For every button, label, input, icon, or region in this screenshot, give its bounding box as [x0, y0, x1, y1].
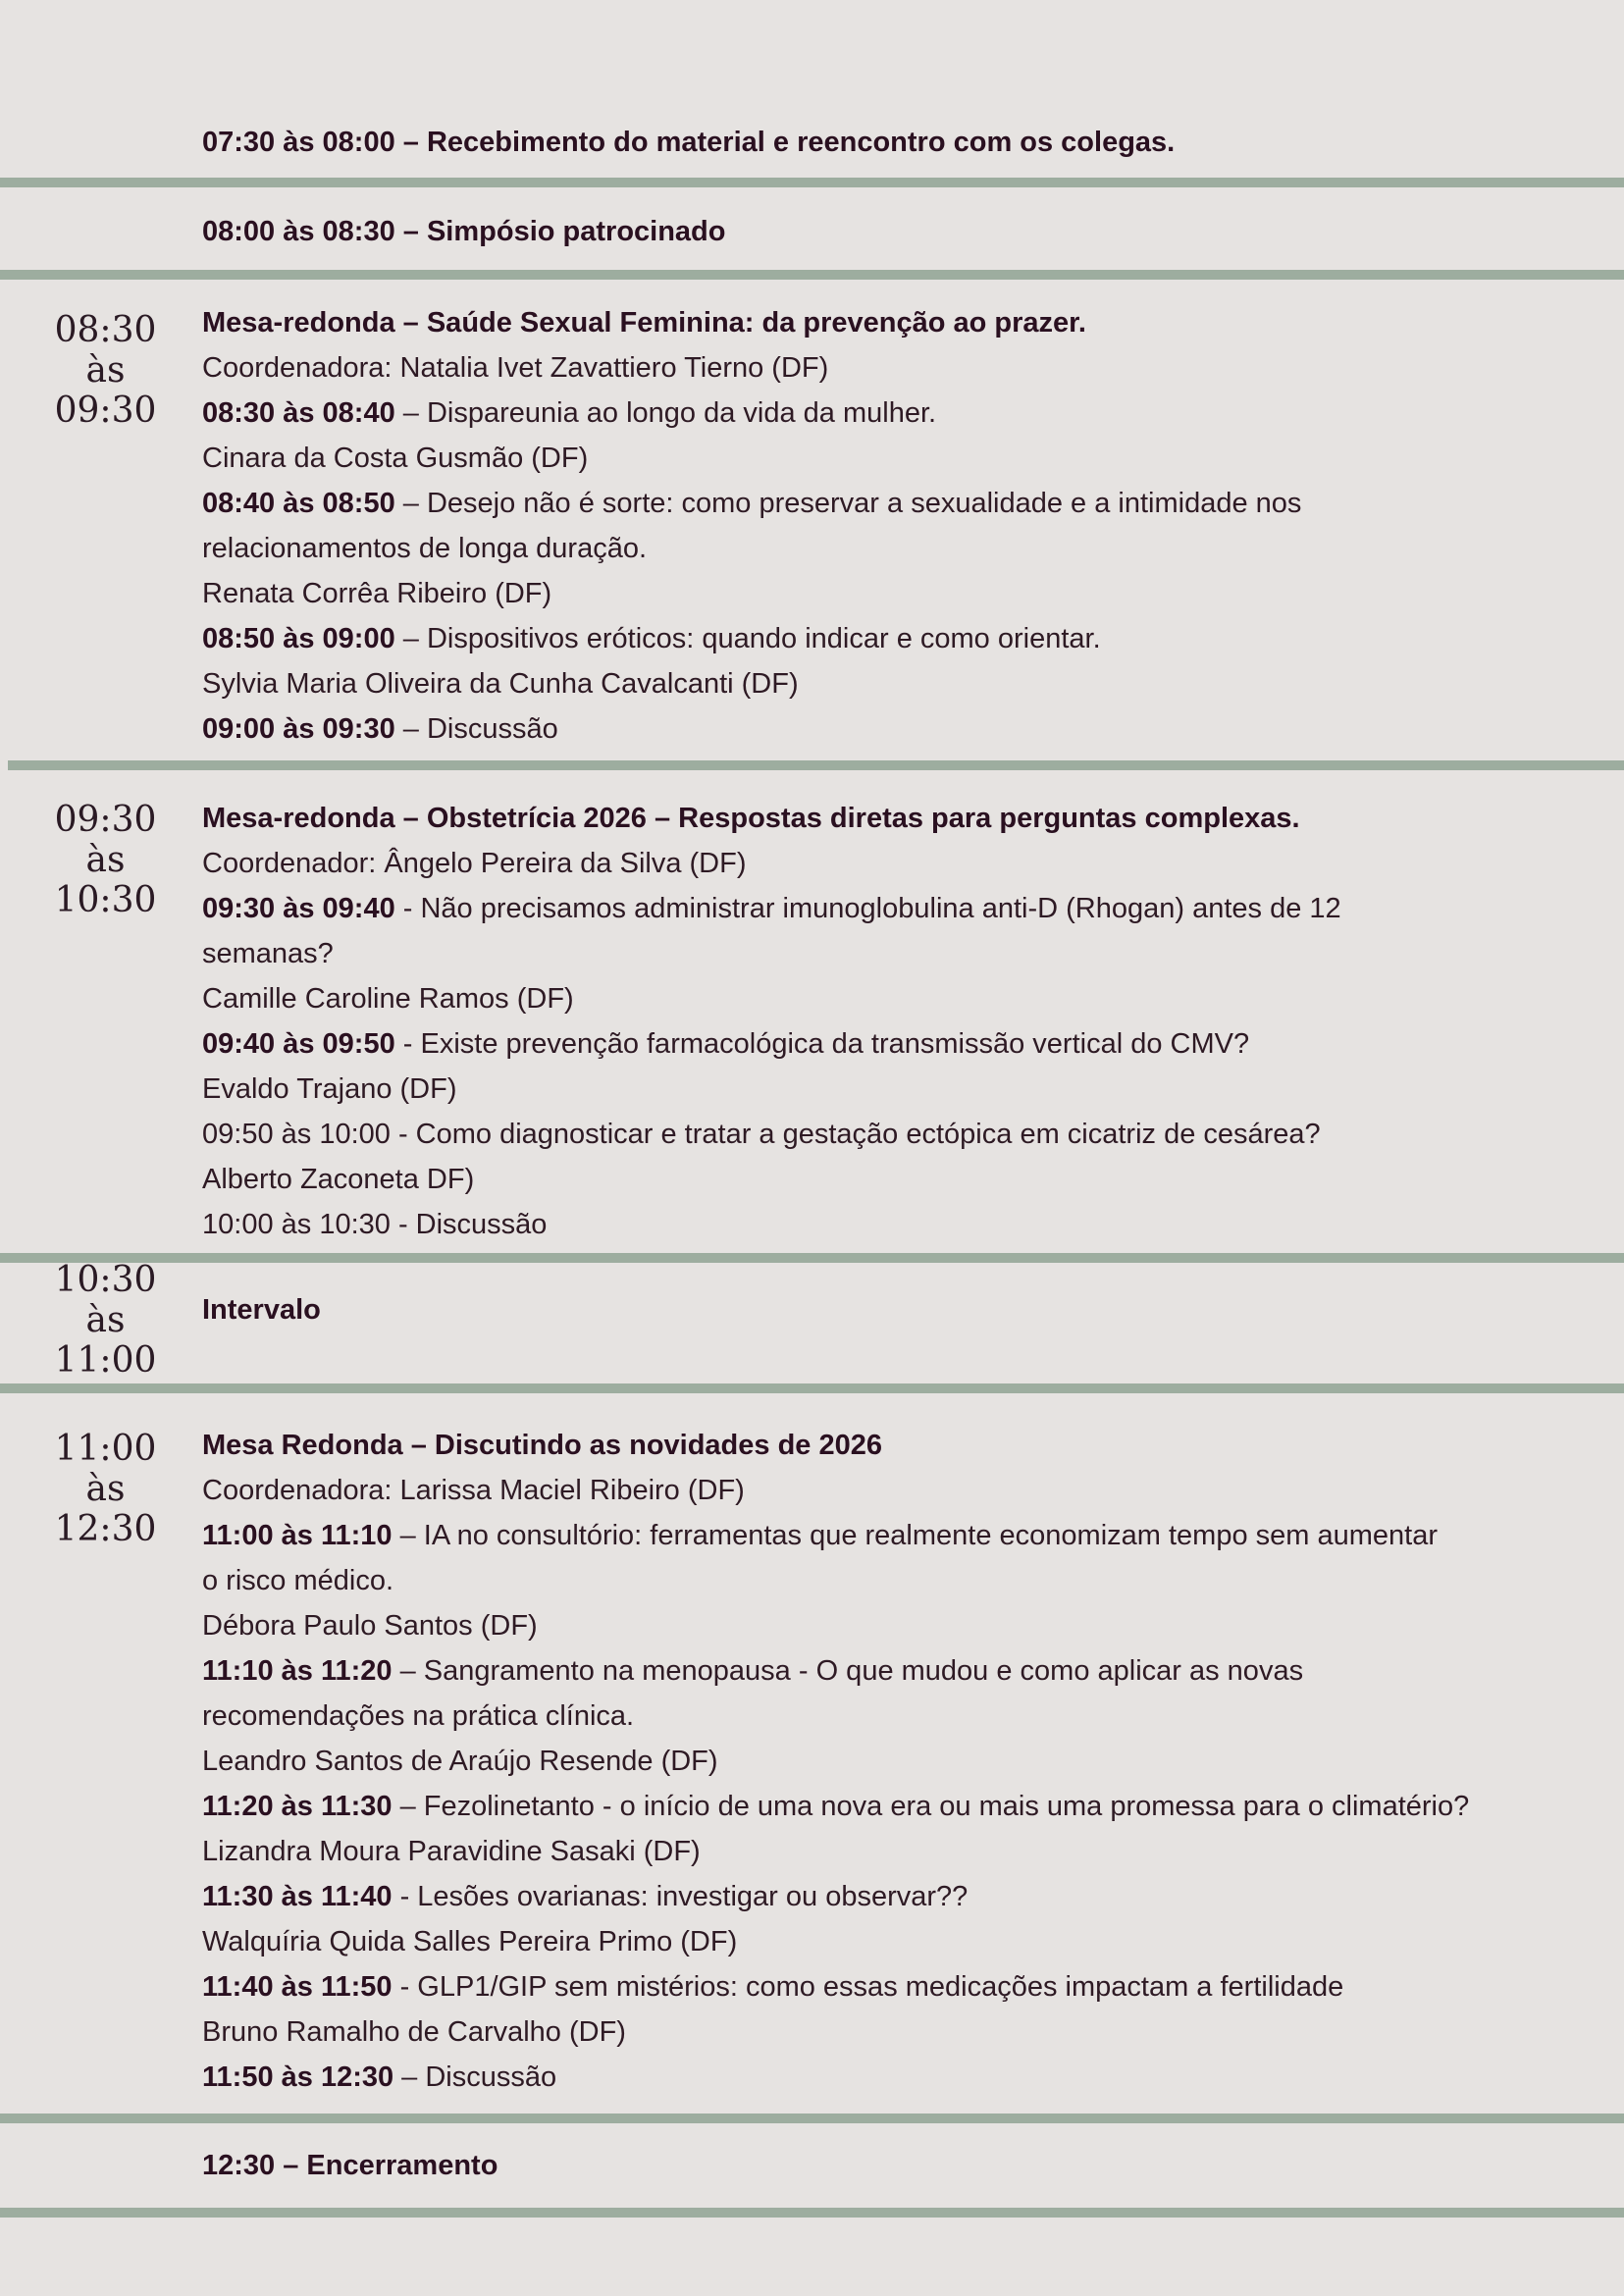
- bold-text: 07:30 às 08:00 – Recebimento do material e reencontro com os colegas.: [202, 127, 1176, 158]
- text: – Desejo não é sorte: como preservar a sexualidade e a intimidade nos: [394, 488, 1302, 519]
- text: Lizandra Moura Paravidine Sasaki (DF): [202, 1836, 701, 1867]
- text: o risco médico.: [202, 1565, 394, 1596]
- text: – Sangramento na menopausa - O que mudou e como aplicar as novas: [392, 1655, 1304, 1687]
- text: Evaldo Trajano (DF): [202, 1073, 457, 1105]
- bold-text: Mesa-redonda – Saúde Sexual Feminina: da prevenção ao prazer.: [202, 307, 1086, 339]
- text: 09:50 às 10:00 - Como diagnosticar e tratar a gestação ectópica em cicatriz de cesárea?: [202, 1119, 1321, 1150]
- text: Leandro Santos de Araújo Resende (DF): [202, 1746, 718, 1777]
- session-line: [202, 976, 574, 1021]
- schedule-row: [202, 209, 725, 254]
- text: – IA no consultório: ferramentas que realmente economizam tempo sem aumentar: [392, 1520, 1438, 1551]
- session-line: [202, 1067, 457, 1112]
- text: Coordenador: Ângelo Pereira da Silva (DF): [202, 848, 747, 879]
- schedule-row: [202, 120, 1175, 165]
- text: Bruno Ramalho de Carvalho (DF): [202, 2016, 626, 2048]
- session-line: [202, 1558, 393, 1603]
- session-line: [202, 1513, 1438, 1558]
- session-line: [202, 2009, 626, 2055]
- text: Cinara da Costa Gusmão (DF): [202, 443, 589, 474]
- session-line: [202, 1648, 1303, 1694]
- bold-text: 08:50 às 09:00: [202, 623, 395, 654]
- session-line: [202, 1829, 701, 1874]
- section-divider: [0, 1383, 1624, 1393]
- time-range: [39, 1429, 172, 1549]
- text: Coordenadora: Natalia Ivet Zavattiero Tierno (DF): [202, 352, 829, 384]
- session-line: [202, 886, 1341, 931]
- text: – Discussão: [394, 713, 558, 745]
- text: Walquíria Quida Salles Pereira Primo (DF): [202, 1926, 738, 1957]
- session-line: [202, 661, 799, 706]
- session-line: [202, 1739, 718, 1784]
- text: Camille Caroline Ramos (DF): [202, 983, 574, 1015]
- bold-text: 09:00 às 09:30: [202, 713, 395, 745]
- text: – Discussão: [393, 2061, 557, 2093]
- bold-text: 08:40 às 08:50: [202, 488, 395, 519]
- bold-text: 11:50 às 12:30: [202, 2061, 394, 2093]
- bold-text: 11:20 às 11:30: [202, 1791, 393, 1822]
- text: recomendações na prática clínica.: [202, 1700, 635, 1732]
- session-line: [202, 481, 1301, 526]
- time-text: 09:30: [54, 800, 157, 840]
- section-divider: [0, 2208, 1624, 2218]
- text: - Não precisamos administrar imunoglobulina anti-D (Rhogan) antes de 12: [394, 893, 1341, 924]
- text: Coordenadora: Larissa Maciel Ribeiro (DF): [202, 1475, 745, 1506]
- session-title: [202, 300, 1086, 345]
- text: Renata Corrêa Ribeiro (DF): [202, 578, 552, 609]
- session-title: [202, 1287, 321, 1332]
- text: relacionamentos de longa duração.: [202, 533, 648, 564]
- session-line: [202, 391, 936, 436]
- bold-text: 08:30 às 08:40: [202, 397, 395, 429]
- session-line: [202, 706, 558, 752]
- section-divider: [8, 760, 1624, 770]
- session-line: [202, 1874, 968, 1919]
- text: Débora Paulo Santos (DF): [202, 1610, 538, 1642]
- session-line: [202, 1468, 745, 1513]
- text: semanas?: [202, 938, 334, 969]
- text: – Dispareunia ao longo da vida da mulher.: [394, 397, 937, 429]
- session-line: [202, 571, 551, 616]
- session-line: [202, 1784, 1469, 1829]
- session-line: [202, 526, 647, 571]
- section-divider: [0, 2113, 1624, 2123]
- time-text: às: [85, 1300, 126, 1340]
- session-line: [202, 1157, 474, 1202]
- text: Sylvia Maria Oliveira da Cunha Cavalcanti (DF): [202, 668, 799, 700]
- bold-text: Mesa Redonda – Discutindo as novidades de 2026: [202, 1430, 882, 1461]
- time-text: 10:30: [54, 880, 157, 920]
- time-text: 09:30: [54, 391, 157, 431]
- session-line: [202, 1694, 634, 1739]
- bold-text: 11:40 às 11:50: [202, 1971, 393, 2003]
- bold-text: Intervalo: [202, 1294, 321, 1326]
- session-line: [202, 2055, 556, 2100]
- text: - Existe prevenção farmacológica da transmissão vertical do CMV?: [394, 1028, 1250, 1060]
- closing-row: [202, 2143, 498, 2188]
- session-line: [202, 1964, 1343, 2009]
- time-text: às: [85, 840, 126, 880]
- session-line: [202, 436, 588, 481]
- time-range: [39, 800, 172, 920]
- bold-text: 09:40 às 09:50: [202, 1028, 395, 1060]
- time-text: 11:00: [54, 1340, 157, 1381]
- session-line: [202, 345, 828, 391]
- session-line: [202, 1202, 547, 1247]
- session-line: [202, 1021, 1249, 1067]
- session-line: [202, 1919, 737, 1964]
- session-line: [202, 841, 747, 886]
- time-text: 11:00: [54, 1429, 157, 1469]
- bold-text: 11:10 às 11:20: [202, 1655, 393, 1687]
- time-text: às: [85, 1469, 126, 1509]
- session-title: [202, 796, 1300, 841]
- session-line: [202, 1603, 538, 1648]
- text: – Fezolinetanto - o início de uma nova era ou mais uma promessa para o climatério?: [392, 1791, 1470, 1822]
- text: 10:00 às 10:30 - Discussão: [202, 1209, 548, 1240]
- bold-text: 12:30 – Encerramento: [202, 2150, 498, 2181]
- bold-text: 08:00 às 08:30 – Simpósio patrocinado: [202, 216, 726, 247]
- section-divider: [0, 270, 1624, 280]
- session-line: [202, 616, 1101, 661]
- time-text: 10:30: [54, 1260, 157, 1300]
- session-line: [202, 1112, 1321, 1157]
- text: - GLP1/GIP sem mistérios: como essas medicações impactam a fertilidade: [392, 1971, 1344, 2003]
- bold-text: 11:00 às 11:10: [202, 1520, 393, 1551]
- text: Alberto Zaconeta DF): [202, 1164, 475, 1195]
- session-line: [202, 931, 334, 976]
- time-range: [39, 1260, 172, 1381]
- section-divider: [0, 1253, 1624, 1263]
- bold-text: 09:30 às 09:40: [202, 893, 395, 924]
- time-text: 08:30: [54, 310, 157, 350]
- session-title: [202, 1423, 882, 1468]
- text: - Lesões ovarianas: investigar ou observar??: [392, 1881, 969, 1912]
- section-divider: [0, 178, 1624, 187]
- text: – Dispositivos eróticos: quando indicar e como orientar.: [394, 623, 1101, 654]
- bold-text: 11:30 às 11:40: [202, 1881, 393, 1912]
- time-text: 12:30: [54, 1509, 157, 1549]
- time-text: às: [85, 350, 126, 391]
- bold-text: Mesa-redonda – Obstetrícia 2026 – Respostas diretas para perguntas complexas.: [202, 803, 1300, 834]
- time-range: [39, 310, 172, 431]
